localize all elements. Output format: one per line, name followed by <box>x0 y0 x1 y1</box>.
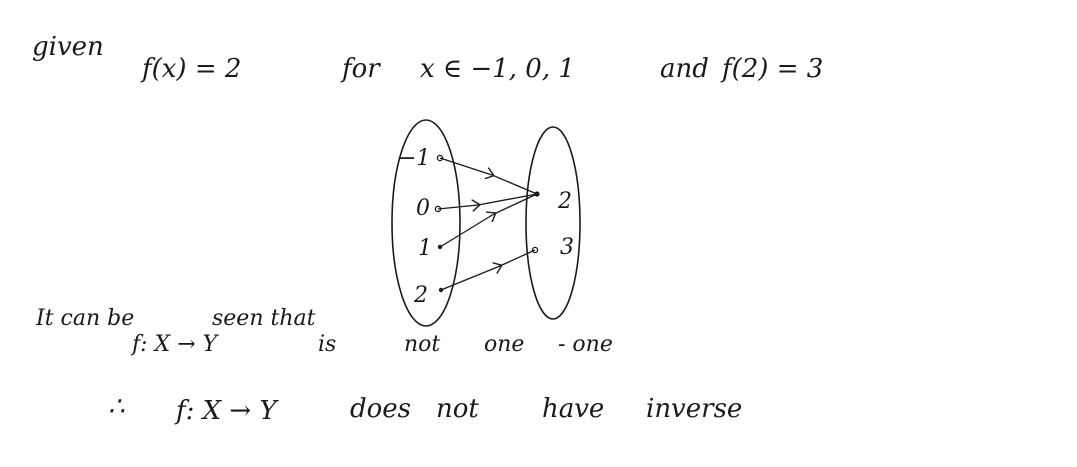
mapping-arrow <box>438 205 478 209</box>
domain-element: −1 <box>398 146 431 171</box>
codomain-oval <box>526 127 580 319</box>
one-text: one <box>484 332 525 357</box>
mapping-arrow <box>494 194 537 214</box>
inverse-text: inverse <box>646 394 743 424</box>
is-text: is <box>318 332 337 357</box>
seen-that-text: seen that <box>212 306 316 331</box>
domain-element: 0 <box>416 196 430 221</box>
mapping-arrow <box>500 250 535 266</box>
domain-element: 2 <box>414 283 428 308</box>
therefore-symbol: ∴ <box>108 392 125 422</box>
not-text: not <box>436 394 479 424</box>
given-label: given <box>32 32 104 62</box>
f-of-2-definition: f(2) = 3 <box>722 54 824 84</box>
mapping-arrow <box>478 194 537 205</box>
function-mapping: f: X → Y <box>176 396 277 426</box>
not-text: not <box>404 332 441 357</box>
codomain-element: 3 <box>560 235 574 260</box>
have-text: have <box>542 394 605 424</box>
function-definition: f(x) = 2 <box>142 54 242 84</box>
domain-values: x ∈ −1, 0, 1 <box>420 54 575 84</box>
dash-one-text: - one <box>558 332 613 357</box>
function-mapping: f: X → Y <box>132 332 218 357</box>
mapping-arrow <box>492 175 537 194</box>
for-label: for <box>342 54 380 84</box>
mapping-arrow <box>440 158 492 175</box>
does-text: does <box>350 394 412 424</box>
and-label: and <box>660 54 709 84</box>
domain-element: 1 <box>418 236 432 261</box>
mapping-arrow <box>441 266 500 290</box>
mapping-arrow <box>440 214 494 247</box>
it-can-be-text: It can be <box>36 306 135 331</box>
codomain-element: 2 <box>558 189 572 214</box>
